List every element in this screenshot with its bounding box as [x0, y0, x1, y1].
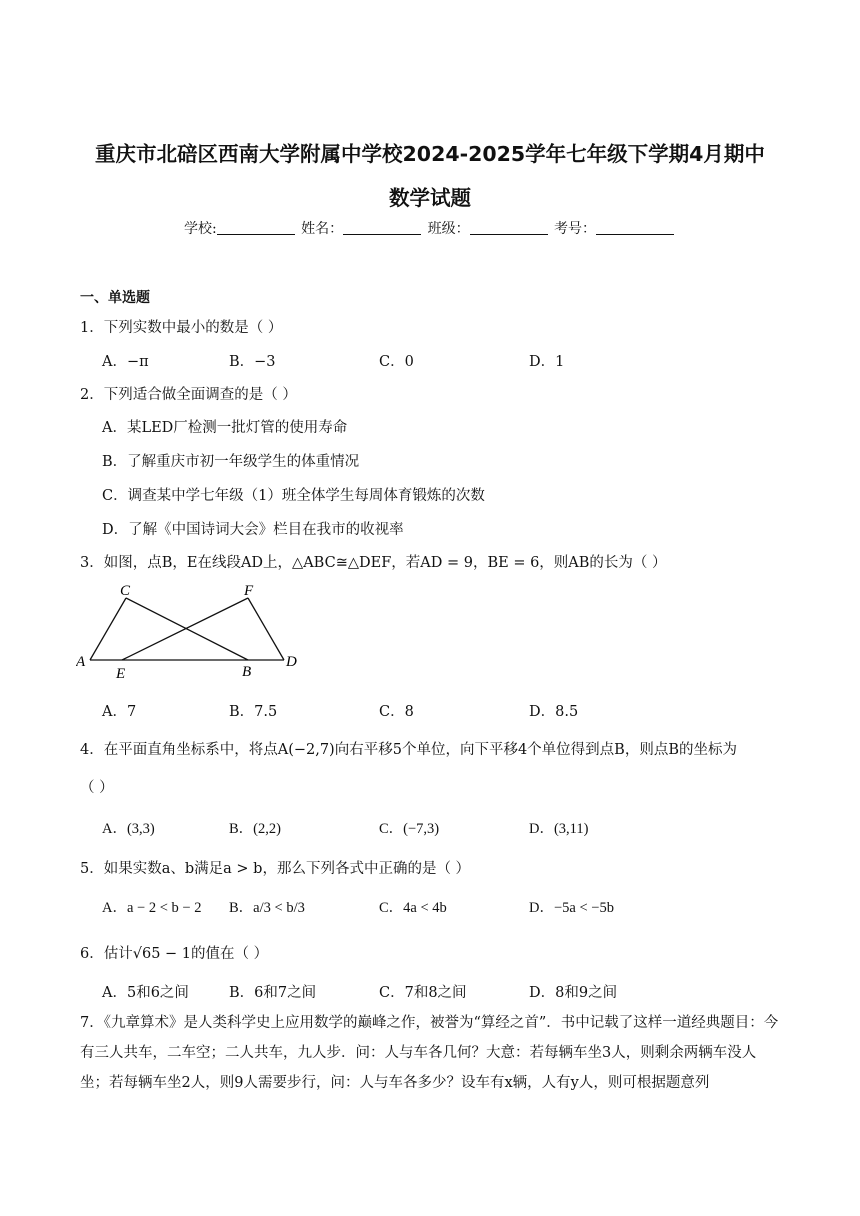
- question-6-option-c: C．7和8之间: [379, 985, 467, 1001]
- question-2-option-d: D．了解《中国诗词大会》栏目在我市的收视率: [102, 522, 404, 538]
- question-1-stem: 1．下列实数中最小的数是（ ）: [80, 320, 283, 336]
- name-blank: [343, 220, 421, 235]
- question-7-stem: 7．《九章算术》是人类科学史上应用数学的巅峰之作，被誉为“算经之首”．书中记载了这样一道经典题目：今有三人共车，二车空；二人共车，九人步．问：人与车各几何？大意：若每辆车坐3人，则剩余两辆车没人坐；若每辆车坐2人，则9人需要步行，问：人与车各多少？设车有x辆，人有y人，则可根据题意列: [80, 1015, 779, 1091]
- school-label: 学校:: [183, 221, 217, 237]
- question-4-stem: 4．在平面直角坐标系中，将点A(−2,7)向右平移5个单位，向下平移4个单位得到点B，则点B的坐标为: [80, 742, 737, 758]
- question-3-option-d: D．8.5: [529, 704, 579, 720]
- section-title: 一、单选题: [80, 290, 150, 306]
- question-3-option-b: B．7.5: [229, 704, 278, 720]
- question-5-stem: 5．如果实数a、b满足a > b，那么下列各式中正确的是（ ）: [80, 861, 471, 877]
- label-d: D: [286, 654, 297, 670]
- class-blank: [470, 220, 548, 235]
- exam-title-line1: 重庆市北碚区西南大学附属中学校2024-2025学年七年级下学期4月期中: [95, 142, 765, 166]
- question-1-option-c: C．0: [379, 354, 414, 370]
- label-e: E: [116, 666, 126, 680]
- question-4-option-b: B．(2,2): [229, 821, 281, 837]
- question-5-option-b: B．a/3 < b/3: [229, 900, 305, 916]
- question-4-stem-continued: （ ）: [80, 780, 114, 796]
- exam-title-line2: 数学试题: [389, 186, 471, 210]
- question-2-option-c: C．调查某中学七年级（1）班全体学生每周体育锻炼的次数: [102, 488, 485, 504]
- question-6-stem: 6．估计√65 − 1的值在（ ）: [80, 946, 269, 962]
- question-3-option-c: C．8: [379, 704, 414, 720]
- question-2-stem: 2．下列适合做全面调查的是（ ）: [80, 387, 297, 403]
- segment-ac: [90, 598, 126, 660]
- question-3-option-a: A．7: [102, 704, 137, 720]
- label-a: A: [76, 654, 86, 670]
- question-2-option-b: B．了解重庆市初一年级学生的体重情况: [102, 454, 360, 470]
- segment-fd: [248, 598, 284, 660]
- question-6-option-d: D．8和9之间: [529, 985, 618, 1001]
- question-1-option-b: B．−3: [229, 354, 276, 370]
- question-1-option-d: D．1: [529, 354, 565, 370]
- label-f: F: [244, 583, 254, 599]
- question-4-option-c: C．(−7,3): [379, 821, 440, 837]
- question-6-option-a: A．5和6之间: [102, 985, 189, 1001]
- question-2-option-a: A．某LED厂检测一批灯管的使用寿命: [102, 420, 348, 436]
- label-c: C: [120, 583, 131, 599]
- school-blank: [217, 220, 295, 235]
- student-info-row: [0, 218, 860, 238]
- triangle-figure: [76, 580, 306, 680]
- question-4-option-d: D．(3,11): [529, 821, 589, 837]
- question-3-stem: 3．如图，点B，E在线段AD上，△ABC≅△DEF，若AD = 9，BE = 6，则AB的长为（ ）: [80, 555, 667, 571]
- question-6-option-b: B．6和7之间: [229, 985, 317, 1001]
- exam-number-label: 考号：: [554, 221, 597, 237]
- question-5-option-d: D．−5a < −5b: [529, 900, 614, 916]
- class-label: 班级：: [427, 221, 470, 237]
- exam-number-blank: [596, 220, 674, 235]
- question-5-option-c: C．4a < 4b: [379, 900, 447, 916]
- question-1-option-a: A．−π: [102, 354, 149, 370]
- question-4-option-a: A．(3,3): [102, 821, 155, 837]
- label-b: B: [242, 664, 252, 680]
- question-5-option-a: A．a − 2 < b − 2: [102, 900, 202, 916]
- name-label: 姓名：: [301, 221, 344, 237]
